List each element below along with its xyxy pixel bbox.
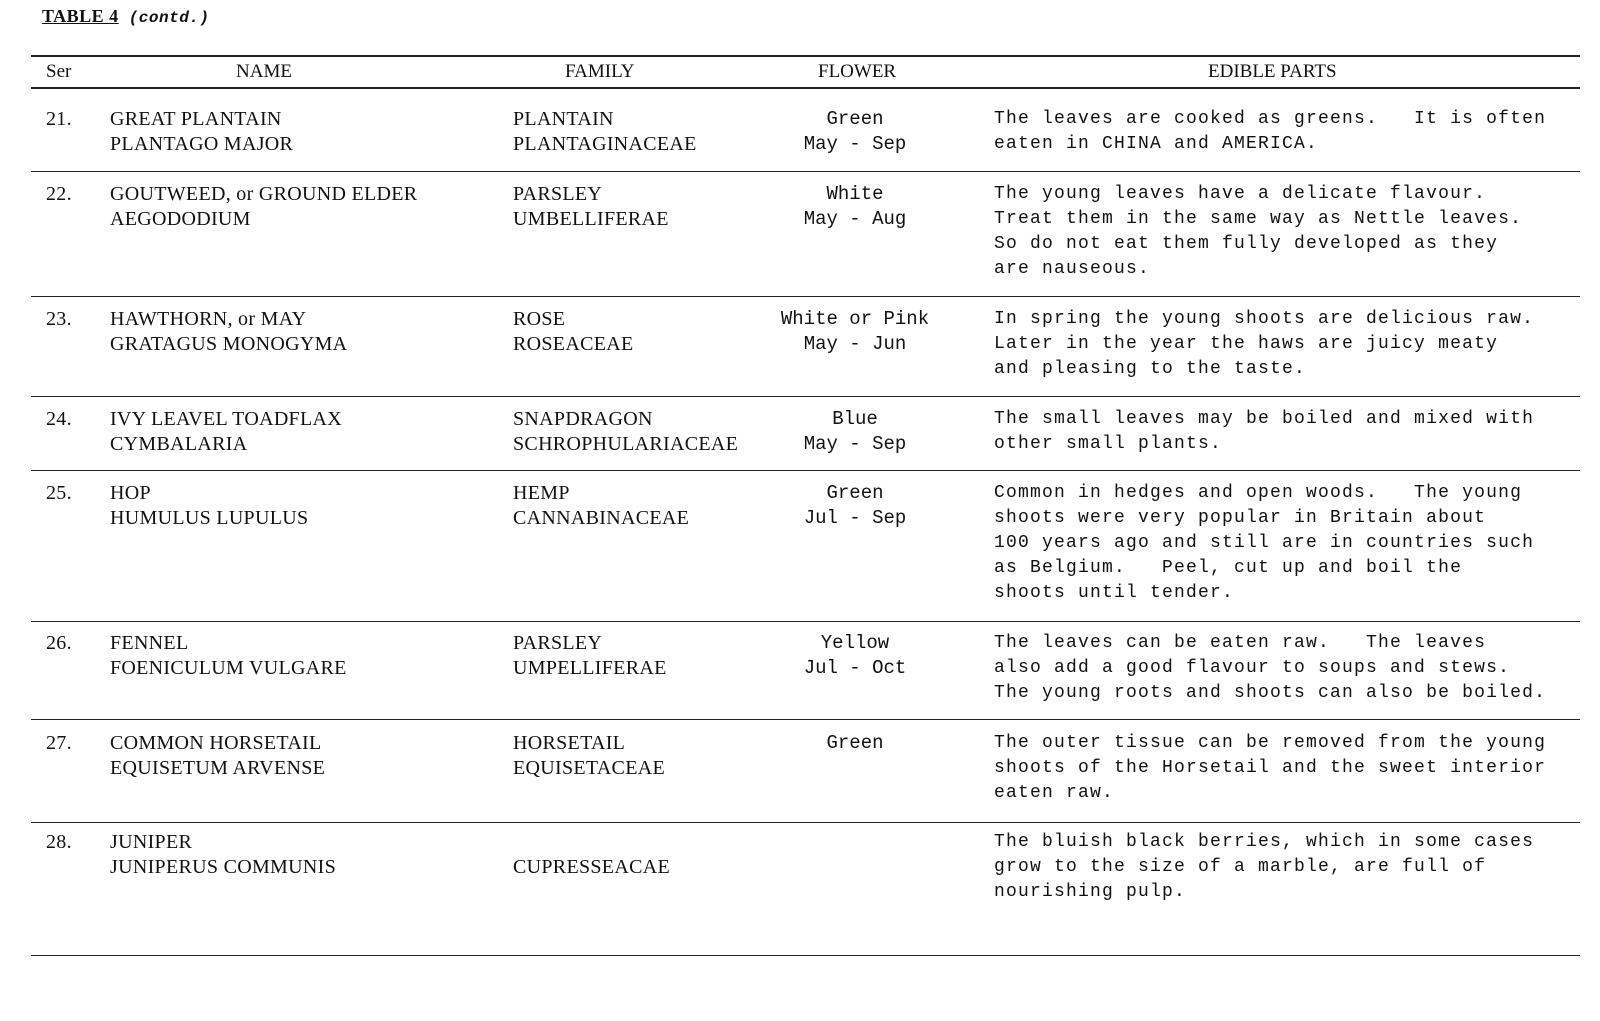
common-name: HAWTHORN, or MAY: [110, 308, 307, 330]
row-edible-parts: [994, 307, 1534, 382]
family-latin: CUPRESSEACAE: [513, 856, 670, 878]
row-ser: 25.: [46, 482, 72, 504]
edible-line: eaten raw.: [994, 783, 1115, 803]
row-ser: 27.: [46, 732, 72, 754]
latin-name: GRATAGUS MONOGYMA: [110, 333, 348, 355]
family-common: ROSE: [513, 308, 566, 330]
row-flower: [760, 731, 950, 781]
latin-name: CYMBALARIA: [110, 433, 248, 455]
flower-season: Jul - Oct: [803, 657, 907, 679]
edible-line: and pleasing to the taste.: [994, 359, 1307, 379]
flower-season: May - Aug: [803, 208, 907, 230]
table-caption: [42, 6, 210, 27]
family-latin: PLANTAGINACEAE: [513, 133, 697, 155]
row-name: [110, 830, 336, 880]
edible-line: The outer tissue can be removed from the young: [994, 733, 1547, 753]
row-name: [110, 107, 293, 157]
header-edible-parts: EDIBLE PARTS: [1208, 61, 1337, 82]
row-divider: [31, 470, 1580, 471]
row-divider: [31, 396, 1580, 397]
edible-line: The young roots and shoots can also be boiled.: [994, 683, 1547, 703]
row-name: [110, 481, 308, 531]
common-name: GREAT PLANTAIN: [110, 108, 282, 130]
flower-season: [760, 756, 950, 781]
latin-name: FOENICULUM VULGARE: [110, 657, 347, 679]
family-latin: SCHROPHULARIACEAE: [513, 433, 739, 455]
edible-line: shoots until tender.: [994, 583, 1235, 603]
common-name: IVY LEAVEL TOADFLAX: [110, 408, 342, 430]
latin-name: HUMULUS LUPULUS: [110, 507, 309, 529]
family-latin: EQUISETACEAE: [513, 757, 665, 779]
edible-line: The young leaves have a delicate flavour.: [994, 184, 1487, 204]
flower-colour: White or Pink: [780, 308, 930, 330]
row-divider: [31, 822, 1580, 823]
header-ser: Ser: [46, 61, 72, 82]
family-latin: UMPELLIFERAE: [513, 657, 667, 679]
row-family: [513, 830, 670, 880]
row-ser: 26.: [46, 632, 72, 654]
edible-line: The leaves can be eaten raw. The leaves: [994, 633, 1487, 653]
flower-colour: Green: [826, 108, 884, 130]
edible-line: Treat them in the same way as Nettle leaves.: [994, 209, 1523, 229]
family-latin: ROSEACEAE: [513, 333, 634, 355]
table-number: TABLE 4: [42, 6, 119, 26]
row-name: [110, 407, 342, 457]
row-flower: [760, 407, 950, 457]
edible-line: 100 years ago and still are in countries such: [994, 533, 1535, 553]
edible-line: In spring the young shoots are delicious raw.: [994, 309, 1535, 329]
edible-line: The leaves are cooked as greens. It is often: [994, 109, 1547, 129]
edible-line: So do not eat them fully developed as they: [994, 234, 1499, 254]
row-flower: [760, 307, 950, 357]
latin-name: AEGODODIUM: [110, 208, 251, 230]
family-latin: CANNABINACEAE: [513, 507, 690, 529]
edible-line: other small plants.: [994, 434, 1223, 454]
common-name: COMMON HORSETAIL: [110, 732, 322, 754]
row-family: [513, 307, 633, 357]
header-name: NAME: [236, 61, 292, 82]
family-common: SNAPDRAGON: [513, 408, 653, 430]
row-edible-parts: [994, 407, 1534, 457]
row-ser: 24.: [46, 408, 72, 430]
family-common: PLANTAIN: [513, 108, 614, 130]
edible-line: also add a good flavour to soups and stews.: [994, 658, 1511, 678]
common-name: JUNIPER: [110, 831, 193, 853]
family-common: [513, 830, 670, 855]
row-ser: 23.: [46, 308, 72, 330]
header-family: FAMILY: [565, 61, 635, 82]
family-common: HORSETAIL: [513, 732, 626, 754]
flower-season: May - Jun: [803, 333, 907, 355]
row-edible-parts: [994, 830, 1534, 905]
top-rule: [31, 55, 1580, 57]
row-flower: [760, 830, 950, 880]
row-name: [110, 631, 347, 681]
family-latin: UMBELLIFERAE: [513, 208, 669, 230]
edible-line: eaten in CHINA and AMERICA.: [994, 134, 1319, 154]
table-contd: (contd.): [128, 9, 210, 27]
latin-name: EQUISETUM ARVENSE: [110, 757, 326, 779]
latin-name: JUNIPERUS COMMUNIS: [110, 856, 336, 878]
row-edible-parts: [994, 107, 1546, 157]
flower-season: May - Sep: [803, 133, 907, 155]
edible-line: shoots of the Horsetail and the sweet interior: [994, 758, 1547, 778]
common-name: FENNEL: [110, 632, 189, 654]
row-family: [513, 182, 669, 232]
common-name: HOP: [110, 482, 151, 504]
family-common: PARSLEY: [513, 183, 603, 205]
edible-line: The bluish black berries, which in some cases: [994, 832, 1535, 852]
row-divider: [31, 955, 1580, 956]
flower-colour: Blue: [832, 408, 878, 430]
row-edible-parts: [994, 481, 1534, 606]
edible-line: grow to the size of a marble, are full of: [994, 857, 1487, 877]
row-ser: 22.: [46, 183, 72, 205]
row-divider: [31, 621, 1580, 622]
row-divider: [31, 171, 1580, 172]
flower-colour: White: [826, 183, 884, 205]
row-family: [513, 407, 738, 457]
header-flower: FLOWER: [818, 61, 897, 82]
row-family: [513, 631, 667, 681]
row-family: [513, 107, 697, 157]
row-divider: [31, 296, 1580, 297]
row-flower: [760, 107, 950, 157]
row-family: [513, 731, 665, 781]
edible-line: Common in hedges and open woods. The young: [994, 483, 1523, 503]
common-name: GOUTWEED, or GROUND ELDER: [110, 183, 418, 205]
flower-colour: Green: [826, 482, 884, 504]
edible-line: The small leaves may be boiled and mixed with: [994, 409, 1535, 429]
row-edible-parts: [994, 631, 1546, 706]
edible-line: as Belgium. Peel, cut up and boil the: [994, 558, 1463, 578]
family-common: HEMP: [513, 482, 570, 504]
flower-season: Jul - Sep: [803, 507, 907, 529]
edible-line: are nauseous.: [994, 259, 1151, 279]
latin-name: PLANTAGO MAJOR: [110, 133, 294, 155]
row-name: [110, 182, 417, 232]
row-flower: [760, 631, 950, 681]
flower-season: [760, 855, 950, 880]
flower-colour: Yellow: [820, 632, 890, 654]
row-edible-parts: [994, 731, 1546, 806]
row-flower: [760, 481, 950, 531]
edible-line: nourishing pulp.: [994, 882, 1187, 902]
row-name: [110, 731, 325, 781]
row-family: [513, 481, 689, 531]
row-flower: [760, 182, 950, 232]
edible-line: shoots were very popular in Britain about: [994, 508, 1487, 528]
header-rule: [31, 87, 1580, 89]
row-name: [110, 307, 347, 357]
flower-colour: [760, 830, 950, 855]
row-ser: 21.: [46, 108, 72, 130]
row-divider: [31, 719, 1580, 720]
flower-colour: Green: [826, 732, 884, 754]
flower-season: May - Sep: [803, 433, 907, 455]
edible-line: Later in the year the haws are juicy meaty: [994, 334, 1499, 354]
row-ser: 28.: [46, 831, 72, 853]
family-common: PARSLEY: [513, 632, 603, 654]
row-edible-parts: [994, 182, 1522, 282]
